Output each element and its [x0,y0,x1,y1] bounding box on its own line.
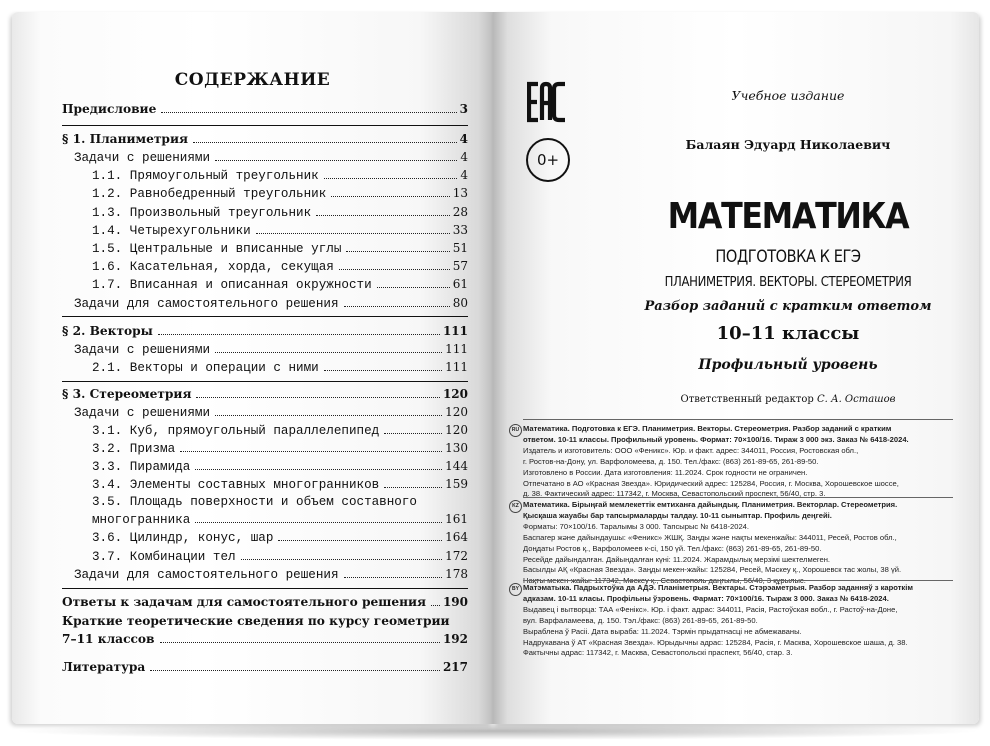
toc-entry-title: 3.2. Призма [92,442,176,456]
toc-dot-leader [215,415,442,416]
toc-entry-page: 33 [452,223,468,237]
toc-entry-page: 4 [460,150,468,164]
edition-type: Учебное издание [731,88,845,103]
toc-entry-title: 1.6. Касательная, хорда, секущая [92,260,334,274]
toc-entry-title: 1.4. Четырехугольники [92,224,251,238]
toc-entry-title: 3.1. Куб, прямоугольный параллелепипед [92,424,380,438]
toc-entry [74,296,468,311]
toc-dot-leader [195,522,442,523]
toc-entry-page: 161 [445,512,468,526]
toc-entry [62,387,468,402]
toc-section-rule [62,588,468,589]
toc-dot-leader [278,540,442,541]
toc-entry-page: 111 [442,324,468,338]
toc-dot-leader [331,196,449,197]
toc-dot-leader [150,670,440,671]
toc-entry-title: 1.7. Вписанная и описанная окружности [92,278,372,292]
toc-entry [92,186,468,201]
toc-entry-page: 57 [452,259,468,273]
toc-entry-page: 4 [459,132,468,146]
toc-dot-leader [344,577,443,578]
toc-entry-page: 192 [442,632,468,646]
toc-dot-leader [241,559,443,560]
toc-section-rule [62,381,468,382]
toc-entry-title: Задачи для самостоятельного решения [74,297,339,311]
toc-entry [92,277,468,292]
imprint-divider [523,419,953,420]
toc-entry-title: § 2. Векторы [62,324,153,338]
editor-name: С. А. Осташов [816,394,896,405]
book-topics: ПЛАНИМЕТРИЯ. ВЕКТОРЫ. СТЕРЕОМЕТРИЯ [664,275,912,290]
imprint-line: Фактычны адрас: 117342, г. Масква, Севастопольскі праспект, 56/40, стар. 3. [523,648,793,658]
imprint-block-kz [512,500,953,587]
toc-entry-title: 3.4. Элементы составных многогранников [92,478,380,492]
toc-entry-page: 120 [445,423,468,437]
toc-entry-page: 172 [445,549,468,563]
toc-entry [74,405,468,420]
toc-dot-leader [195,469,442,470]
toc-entry [62,595,468,610]
toc-dot-leader [180,451,442,452]
toc-section-rule [62,125,468,126]
toc-entry-title: § 3. Стереометрия [62,387,192,401]
imprint-line: Математика. Бірыңғай мемлекеттік емтиханға дайындық. Планиметрия. Векторлар. Стереометрия. [523,500,898,509]
toc-entry-title: 1.1. Прямоугольный треугольник [92,169,319,183]
imprint-line: г. Ростов-на-Дону, ул. Варфоломеева, д. 150. Тел./факс: (863) 261-89-65, 261-89-50. [523,456,819,466]
imprint-line: Отпечатано в АО «Красная Звезда». Юридический адрес: 125284, Россия, г. Москва, Хорошевское шоссе, [523,478,899,488]
toc-entry-title: Задачи с решениями [74,151,211,165]
toc-item-brief-theory-first-line: Краткие теоретические сведения по курсу геометрии [62,614,450,628]
toc-entry [92,441,468,456]
toc-entry-page: 61 [452,277,468,291]
imprint-line: Выраблена ў Расіі. Дата выраба: 11.2024. Тэрмін прыдатнасці не абмежаваны. [523,626,802,636]
language-badge: RU [509,424,522,437]
toc-entry-page: 159 [445,477,468,491]
book-title: МАТЕМАТИКА [667,196,909,237]
toc-entry [92,168,468,183]
toc-entry [92,241,468,256]
book-shadow [10,722,985,740]
toc-dot-leader [196,397,439,398]
toc-entry-title: § 1. Планиметрия [62,132,188,146]
toc-dot-leader [346,251,449,252]
toc-entry [62,132,468,147]
imprint-block-by [512,583,953,659]
age-rating-badge: 0+ [526,138,570,182]
toc-entry [92,549,468,564]
toc-entry-title: Задачи с решениями [74,343,211,357]
toc-entry-title: многогранника [92,513,191,527]
toc-entry-page: 130 [445,441,468,455]
toc-entry-title: Ответы к задачам для самостоятельного решения [62,595,427,609]
imprint-divider [523,497,953,498]
toc-entry-page: 178 [445,567,468,581]
toc-entry [92,259,468,274]
toc-entry-page: 111 [445,360,468,374]
imprint-line: Матэматыка. Падрыхтоўка да АДЭ. Планіметрыя. Вектары. Стэрэаметрыя. Разбор заданняў з кароткім [523,583,913,592]
toc-entry [74,342,468,357]
imprint-line: Форматы: 70×100/16. Таралымы 3 000. Тапсырыс № 6418-2024. [523,521,750,531]
toc-dot-leader [431,605,440,606]
author-name: Балаян Эдуард Николаевич [685,137,891,152]
imprint-line: Нақты мекен-жайы: 117342, Мәскеу қ., Севастополь даңғылы, 56/40, 3 құрылыс. [523,576,806,586]
toc-entry [92,459,468,474]
book-subtitle: ПОДГОТОВКА К ЕГЭ [715,247,861,266]
toc-entry-title: 1.3. Произвольный треугольник [92,206,312,220]
toc-entry-title: Предисловие [62,102,157,116]
imprint-line: Доңдаты Ростов қ., Варфоломеев к-сі, 150 үй. Тел./факс: (863) 261-89-65, 261-89-50. [523,543,822,553]
toc-entry-page: 120 [442,387,468,401]
toc-entry-page: 120 [445,405,468,419]
toc-dot-leader [377,287,450,288]
toc-dot-leader [215,352,442,353]
imprint-line: Қысқаша жауабы бар тапсырмаларды талдау. 10-11 сыныптар. Профиль деңгейі. [523,510,832,520]
toc-entry-title: 3.3. Пирамида [92,460,191,474]
toc-item-3-5-first-line: 3.5. Площадь поверхности и объем составного [92,495,417,509]
toc-entry-page: 28 [452,205,468,219]
eac-mark-icon [527,80,567,124]
imprint-line: Басылды АҚ «Красная Звезда». Заңды мекен-жайы: 125284, Ресей, Мәскеу қ., Хорошевск тас жолы, 38 үй. [523,565,902,575]
toc-dot-leader [256,233,450,234]
toc-entry-page: 51 [452,241,468,255]
toc-dot-leader [344,306,450,307]
toc-entry-title: 7–11 классов [62,632,155,646]
toc-dot-leader [384,487,442,488]
imprint-line: д. 38. Фактический адрес: 117342, г. Москва, Севастопольский проспект, 56/40, стр. 3. [523,489,826,499]
toc-dot-leader [215,160,457,161]
toc-entry-page: 111 [445,342,468,356]
imprint-line: Изготовлено в России. Дата изготовления: 11.2024. Срок годности не ограничен. [523,467,808,477]
toc-entry-page: 164 [445,530,468,544]
editor-label: Ответственный редактор [680,394,814,405]
toc-entry-page: 190 [442,595,468,609]
toc-dot-leader [193,142,457,143]
toc-entry-title: Литература [62,660,146,674]
imprint-line: Надрукавана ў АТ «Красная Звезда». Юрыдычны адрас: 125284, Расія, г. Масква, Хорошевское шаша, д. 38. [523,637,908,647]
toc-entry [62,102,468,117]
language-badge: KZ [509,500,522,513]
imprint-line: Издатель и изготовитель: ООО «Феникс». Юр. и факт. адрес: 344011, Россия, Ростовская обл., [523,445,859,455]
toc-dot-leader [339,269,450,270]
grades: 10–11 классы [716,323,860,344]
toc-entry [92,360,468,375]
toc-entry [92,477,468,492]
toc-entry-page: 217 [442,660,468,674]
toc-entry [92,223,468,238]
imprint-line: Ресейде дайындалған. Дайындалған күні: 11.2024. Жарамдылық мерзімі шектелмеген. [523,554,831,564]
toc-entry-title: Задачи с решениями [74,406,211,420]
toc-entry-title: 3.7. Комбинации тел [92,550,236,564]
imprint-line: Математика. Подготовка к ЕГЭ. Планиметрия. Векторы. Стереометрия. Разбор заданий с кратким [523,424,892,433]
toc-dot-leader [158,334,440,335]
imprint-block-ru [511,424,953,500]
toc-title: СОДЕРЖАНИЕ [174,70,331,90]
toc-entry [62,632,468,647]
toc-dot-leader [160,642,440,643]
toc-dot-leader [324,370,442,371]
level: Профильный уровень [698,357,878,373]
toc-entry-page: 144 [445,459,468,473]
toc-dot-leader [384,433,442,434]
toc-section-rule [62,316,468,317]
imprint-line: ответом. 10-11 классы. Профильный уровень. Формат: 70×100/16. Тираж 3 000 экз. Заказ № 6418-2024. [523,434,909,444]
imprint-divider [523,580,953,581]
toc-entry-title: 1.2. Равнобедренный треугольник [92,187,327,201]
toc-entry-title: 2.1. Векторы и операции с ними [92,361,319,375]
toc-entry-title: 1.5. Центральные и вписанные углы [92,242,342,256]
toc-entry-title: Задачи для самостоятельного решения [74,568,339,582]
toc-dot-leader [316,215,450,216]
language-badge: BY [509,583,522,596]
toc-entry [92,423,468,438]
toc-entry-title: 3.6. Цилиндр, конус, шар [92,531,274,545]
toc-entry-page: 3 [459,102,468,116]
toc-entry [74,567,468,582]
imprint-line: вул. Варфаламеева, д. 150. Тэл./факс: (863) 261-89-65, 261-89-50. [523,615,758,625]
toc-dot-leader [161,112,456,113]
task-type: Разбор заданий с кратким ответом [644,299,932,314]
toc-entry [92,530,468,545]
toc-entry [92,512,468,527]
title-page [493,12,979,724]
toc-entry-page: 80 [452,296,468,310]
toc-entry-page: 13 [452,186,468,200]
toc-dot-leader [324,178,458,179]
toc-entry-page: 4 [460,168,468,182]
toc-page [12,12,493,724]
imprint-line: Баспагер және дайындаушы: «Феникс» ЖШҚ. Заңды және нақты мекенжайы: 344011, Ресей, Ростов обл., [523,532,897,542]
toc-entry [74,150,468,165]
imprint-line: адказам. 10-11 класы. Профільны ўзровень. Фармат: 70×100/16. Тыраж 3 000. Заказ № 6418-2024. [523,593,889,603]
imprint-line: Выдавец і вытворца: ТАА «Фенікс». Юр. і факт. адрас: 344011, Расія, Растоўская вобл., г. Растоў-на-Доне, [523,604,898,614]
toc-entry [62,324,468,339]
toc-entry [62,660,468,675]
editor-line [588,394,979,405]
toc-entry [92,205,468,220]
